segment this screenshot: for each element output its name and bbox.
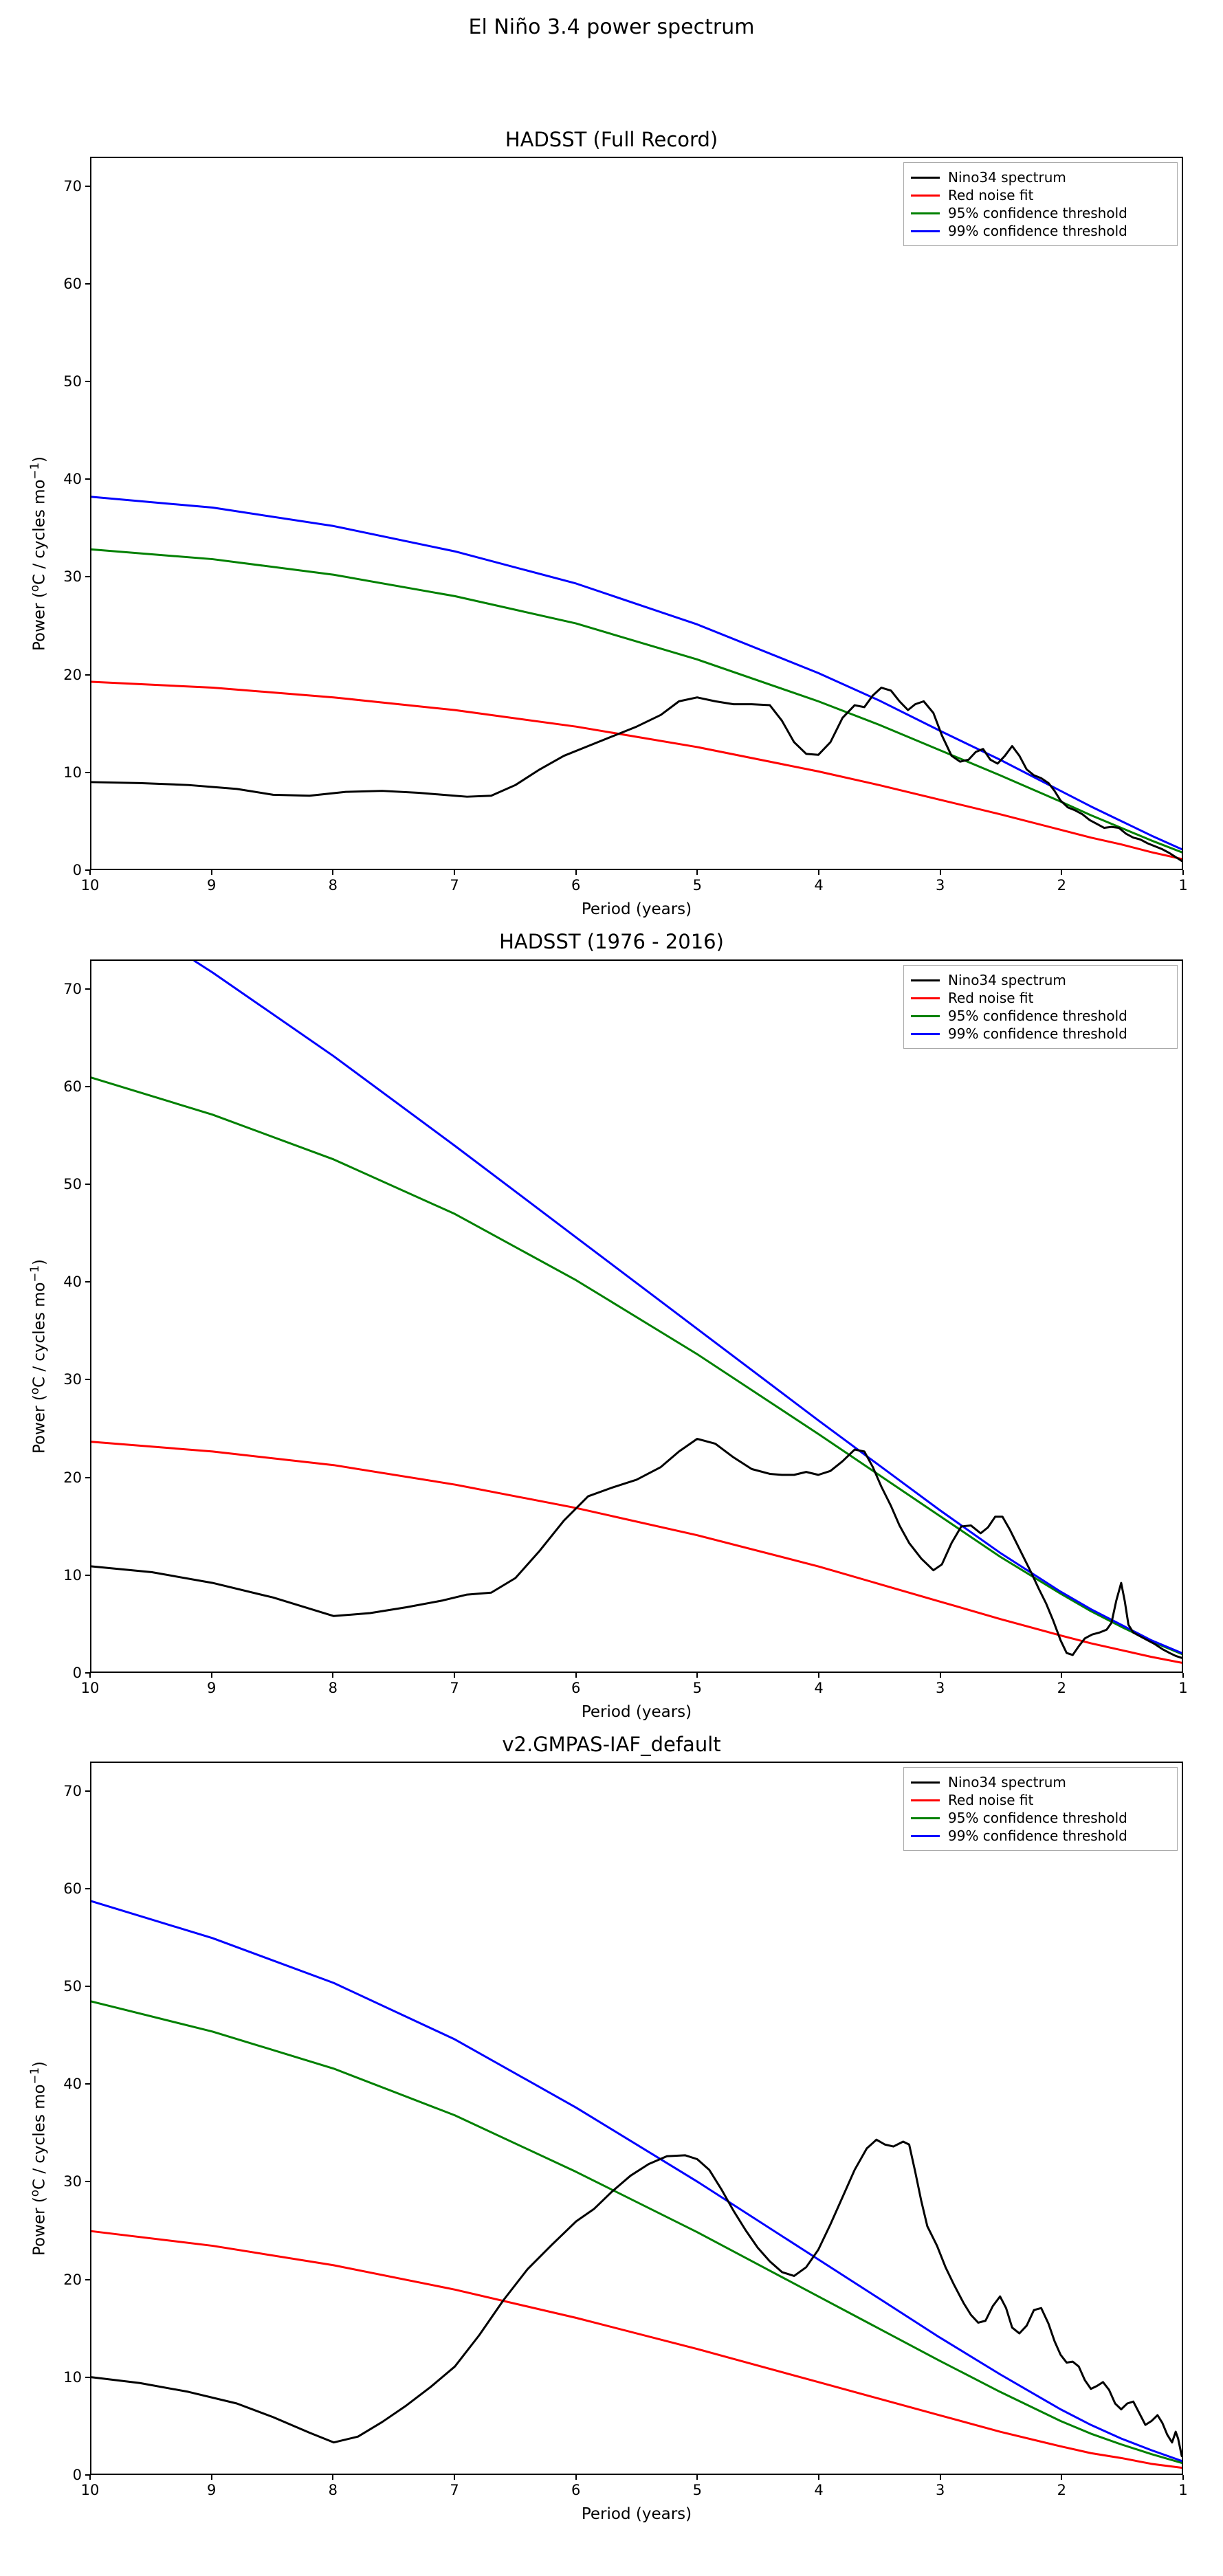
y-tick-label: 10 (63, 1566, 82, 1584)
legend-item (911, 204, 1169, 222)
legend-item (911, 1773, 1169, 1791)
y-tick-mark (85, 1790, 90, 1792)
y-tick-label: 20 (63, 2271, 82, 2288)
plot-area-2 (90, 959, 1183, 1673)
legend-label: Nino34 spectrum (948, 1774, 1066, 1790)
legend-label: Red noise fit (948, 187, 1034, 203)
series-line (91, 1442, 1182, 1663)
y-tick-label: 60 (63, 1078, 82, 1095)
legend-color-swatch (911, 1799, 940, 1801)
legend-color-swatch (911, 1817, 940, 1819)
x-tick-label: 5 (692, 877, 703, 893)
x-tick-mark (454, 2475, 455, 2480)
x-tick-label: 2 (1057, 1680, 1067, 1696)
y-tick-label: 70 (63, 177, 82, 195)
legend-label: 99% confidence threshold (948, 223, 1127, 239)
legend-label: Nino34 spectrum (948, 169, 1066, 186)
x-tick-mark (211, 2475, 212, 2480)
y-tick-label: 10 (63, 2368, 82, 2386)
x-tick-mark (454, 870, 455, 875)
legend-label: 99% confidence threshold (948, 1025, 1127, 1042)
series-line (91, 1901, 1182, 2461)
y-tick-label: 20 (63, 666, 82, 683)
y-tick-mark (85, 772, 90, 773)
legend-color-swatch (911, 997, 940, 999)
x-tick-mark (211, 1673, 212, 1678)
series-line (91, 1078, 1182, 1654)
x-tick-mark (818, 870, 819, 875)
x-tick-label: 3 (935, 2482, 945, 2498)
x-tick-mark (89, 2475, 91, 2480)
x-tick-mark (332, 1673, 333, 1678)
y-tick-mark (85, 2181, 90, 2182)
series-line (91, 682, 1182, 859)
y-tick-mark (85, 1086, 90, 1087)
x-tick-label: 6 (571, 877, 581, 893)
series-line (195, 961, 1182, 1653)
legend-item (911, 1809, 1169, 1827)
chart-title-2: HADSST (1976 - 2016) (499, 930, 724, 953)
y-tick-mark (85, 2474, 90, 2476)
x-tick-label: 9 (206, 2482, 217, 2498)
legend-label: Red noise fit (948, 990, 1034, 1006)
x-tick-label: 8 (328, 2482, 338, 2498)
y-tick-mark (85, 576, 90, 577)
legend-item (911, 989, 1169, 1007)
x-tick-mark (818, 1673, 819, 1678)
series-line (91, 549, 1182, 852)
y-tick-label: 30 (63, 1371, 82, 1388)
y-tick-mark (85, 988, 90, 990)
series-line (91, 688, 1182, 861)
legend-item (911, 222, 1169, 240)
y-tick-mark (85, 1477, 90, 1478)
y-tick-mark (85, 674, 90, 676)
x-tick-label: 8 (328, 877, 338, 893)
x-tick-label: 7 (450, 1680, 459, 1696)
x-tick-label: 3 (935, 1680, 945, 1696)
legend-item (911, 1007, 1169, 1025)
x-tick-label: 5 (692, 2482, 703, 2498)
y-tick-label: 20 (63, 1469, 82, 1486)
legend-label: 99% confidence threshold (948, 1828, 1127, 1844)
x-tick-label: 1 (1178, 877, 1188, 893)
series-line (91, 497, 1182, 850)
y-tick-mark (85, 1986, 90, 1987)
y-tick-label: 60 (63, 1880, 82, 1897)
legend-item (911, 1025, 1169, 1043)
x-axis-label: Period (years) (581, 900, 692, 918)
legend-2 (903, 965, 1178, 1049)
x-axis-label: Period (years) (581, 2505, 692, 2523)
y-tick-mark (85, 1575, 90, 1576)
x-tick-label: 7 (450, 2482, 459, 2498)
x-tick-label: 2 (1057, 877, 1067, 893)
y-tick-mark (85, 1184, 90, 1185)
series-layer-2 (91, 961, 1182, 1672)
legend-label: Nino34 spectrum (948, 972, 1066, 988)
x-tick-label: 4 (814, 2482, 824, 2498)
series-line (91, 2140, 1182, 2456)
series-layer-1 (91, 158, 1182, 869)
x-tick-mark (1182, 1673, 1184, 1678)
series-line (91, 2001, 1182, 2463)
y-axis-label: Power ($^o$C / cycles $mo^{-1}$) (28, 2061, 49, 2256)
x-tick-mark (575, 2475, 577, 2480)
x-tick-label: 10 (80, 2482, 100, 2498)
x-tick-mark (940, 870, 941, 875)
x-tick-mark (575, 1673, 577, 1678)
y-tick-label: 0 (72, 862, 82, 878)
x-tick-label: 5 (692, 1680, 703, 1696)
y-tick-mark (85, 2377, 90, 2378)
y-tick-label: 40 (63, 471, 82, 488)
x-tick-label: 2 (1057, 2482, 1067, 2498)
x-tick-mark (1182, 2475, 1184, 2480)
x-tick-label: 6 (571, 1680, 581, 1696)
x-tick-mark (89, 870, 91, 875)
legend-label: 95% confidence threshold (948, 1008, 1127, 1024)
x-tick-label: 8 (328, 1680, 338, 1696)
y-tick-label: 70 (63, 980, 82, 997)
y-tick-mark (85, 186, 90, 187)
legend-item (911, 971, 1169, 989)
x-tick-mark (696, 2475, 698, 2480)
figure-suptitle: El Niño 3.4 power spectrum (468, 15, 755, 39)
x-tick-label: 4 (814, 877, 824, 893)
y-tick-label: 40 (63, 2076, 82, 2093)
x-tick-label: 1 (1178, 2482, 1188, 2498)
x-tick-label: 10 (80, 1680, 100, 1696)
legend-label: 95% confidence threshold (948, 1810, 1127, 1826)
x-tick-label: 4 (814, 1680, 824, 1696)
x-tick-mark (1061, 2475, 1062, 2480)
legend-1 (903, 162, 1178, 246)
chart-title-3: v2.GMPAS-IAF_default (502, 1733, 721, 1756)
x-tick-mark (332, 2475, 333, 2480)
y-tick-label: 70 (63, 1782, 82, 1799)
x-tick-label: 9 (206, 877, 217, 893)
y-axis-label: Power ($^o$C / cycles $mo^{-1}$) (28, 456, 49, 651)
series-line (91, 1439, 1182, 1658)
x-tick-label: 6 (571, 2482, 581, 2498)
y-tick-label: 30 (63, 568, 82, 586)
x-tick-mark (940, 2475, 941, 2480)
y-tick-label: 10 (63, 764, 82, 781)
y-tick-mark (85, 1281, 90, 1283)
x-tick-mark (940, 1673, 941, 1678)
y-tick-mark (85, 869, 90, 871)
legend-3 (903, 1767, 1178, 1851)
legend-color-swatch (911, 230, 940, 232)
plot-area-3 (90, 1762, 1183, 2475)
legend-color-swatch (911, 1015, 940, 1017)
x-tick-label: 3 (935, 877, 945, 893)
y-tick-label: 50 (63, 1978, 82, 1995)
y-tick-mark (85, 381, 90, 382)
legend-color-swatch (911, 195, 940, 197)
legend-color-swatch (911, 177, 940, 179)
legend-item (911, 186, 1169, 204)
x-tick-mark (1061, 870, 1062, 875)
legend-item (911, 168, 1169, 186)
x-tick-mark (818, 2475, 819, 2480)
y-tick-mark (85, 283, 90, 285)
x-tick-mark (89, 1673, 91, 1678)
x-tick-mark (1061, 1673, 1062, 1678)
y-tick-mark (85, 478, 90, 480)
y-tick-mark (85, 2279, 90, 2280)
chart-title-1: HADSST (Full Record) (505, 128, 718, 151)
legend-item (911, 1791, 1169, 1809)
x-tick-mark (211, 870, 212, 875)
x-axis-label: Period (years) (581, 1703, 692, 1721)
y-tick-mark (85, 2083, 90, 2085)
y-tick-label: 60 (63, 275, 82, 292)
y-tick-label: 0 (72, 1665, 82, 1681)
y-tick-label: 50 (63, 373, 82, 390)
x-tick-mark (332, 870, 333, 875)
legend-color-swatch (911, 1835, 940, 1837)
series-line (91, 2231, 1182, 2467)
legend-color-swatch (911, 212, 940, 214)
x-tick-label: 10 (80, 877, 100, 893)
x-tick-label: 1 (1178, 1680, 1188, 1696)
x-tick-mark (575, 870, 577, 875)
y-tick-mark (85, 1672, 90, 1674)
legend-color-swatch (911, 1781, 940, 1784)
y-tick-mark (85, 1888, 90, 1889)
x-tick-mark (454, 1673, 455, 1678)
x-tick-mark (1182, 870, 1184, 875)
y-tick-label: 50 (63, 1176, 82, 1193)
x-tick-mark (696, 870, 698, 875)
legend-color-swatch (911, 979, 940, 981)
series-layer-3 (91, 1763, 1182, 2474)
y-tick-label: 0 (72, 2467, 82, 2483)
legend-item (911, 1827, 1169, 1845)
plot-area-1 (90, 157, 1183, 870)
y-tick-label: 30 (63, 2173, 82, 2190)
legend-color-swatch (911, 1033, 940, 1035)
x-tick-mark (696, 1673, 698, 1678)
legend-label: 95% confidence threshold (948, 205, 1127, 221)
y-tick-label: 40 (63, 1274, 82, 1291)
legend-label: Red noise fit (948, 1792, 1034, 1808)
x-tick-label: 9 (206, 1680, 217, 1696)
y-axis-label: Power ($^o$C / cycles $mo^{-1}$) (28, 1259, 49, 1454)
x-tick-label: 7 (450, 877, 459, 893)
y-tick-mark (85, 1379, 90, 1380)
